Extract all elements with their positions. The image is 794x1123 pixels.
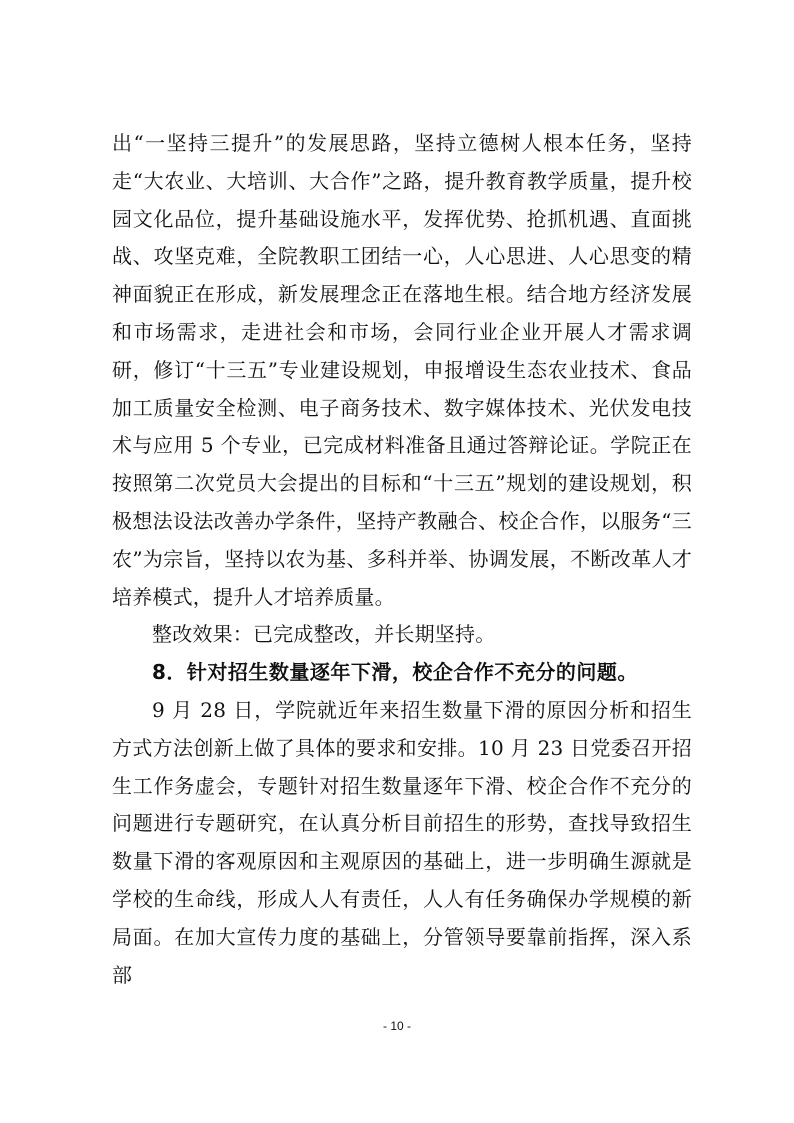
document-body — [112, 125, 692, 994]
page-number: - 10 - — [382, 1019, 411, 1033]
section-heading-8: 8．针对招生数量逐年下滑，校企合作不充分的问题。 — [152, 660, 638, 685]
paragraph-rectification-result: 整改效果：已完成整改，并长期坚持。 — [152, 622, 496, 647]
paragraph-enrollment: 9 月 28 日，学院就近年来招生数量下滑的原因分析和招生方式方法创新上做了具体的要求和安排。10 月 23 日党委召开招生工作务虚会，专题针对招生数量逐年下滑、校企合作不充分的问题进行专题研究，在认真分析目前招生的形势，查找导致招生数量下滑的客观原因和主观原因的基础上，进一步明确生源就是学校的生命线，形成人人有责任，人人有任务确保办学规模的新局面。在加大宣传力度的基础上，分管领导要靠前指挥，深入系部 — [112, 697, 692, 987]
paragraph-continuation: 出“一坚持三提升”的发展思路，坚持立德树人根本任务，坚持走“大农业、大培训、大合作”之路，提升教育教学质量，提升校园文化品位，提升基础设施水平，发挥优势、抢抓机遇、直面挑战、攻坚克难，全院教职工团结一心，人心思进、人心思变的精神面貌正在形成，新发展理念正在落地生根。结合地方经济发展和市场需求，走进社会和市场，会同行业企业开展人才需求调研，修订“十三五”专业建设规划，申报增设生态农业技术、食品加工质量安全检测、电子商务技术、数字媒体技术、光伏发电技术与应用 5 个专业，已完成材料准备且通过答辩论证。学院正在按照第二次党员大会提出的目标和“十三五”规划的建设规划，积极想法设法改善办学条件，坚持产教融合、校企合作，以服务“三农”为宗旨，坚持以农为基、多科并举、协调发展，不断改革人才培养模式，提升人才培养质量。 — [112, 131, 692, 609]
